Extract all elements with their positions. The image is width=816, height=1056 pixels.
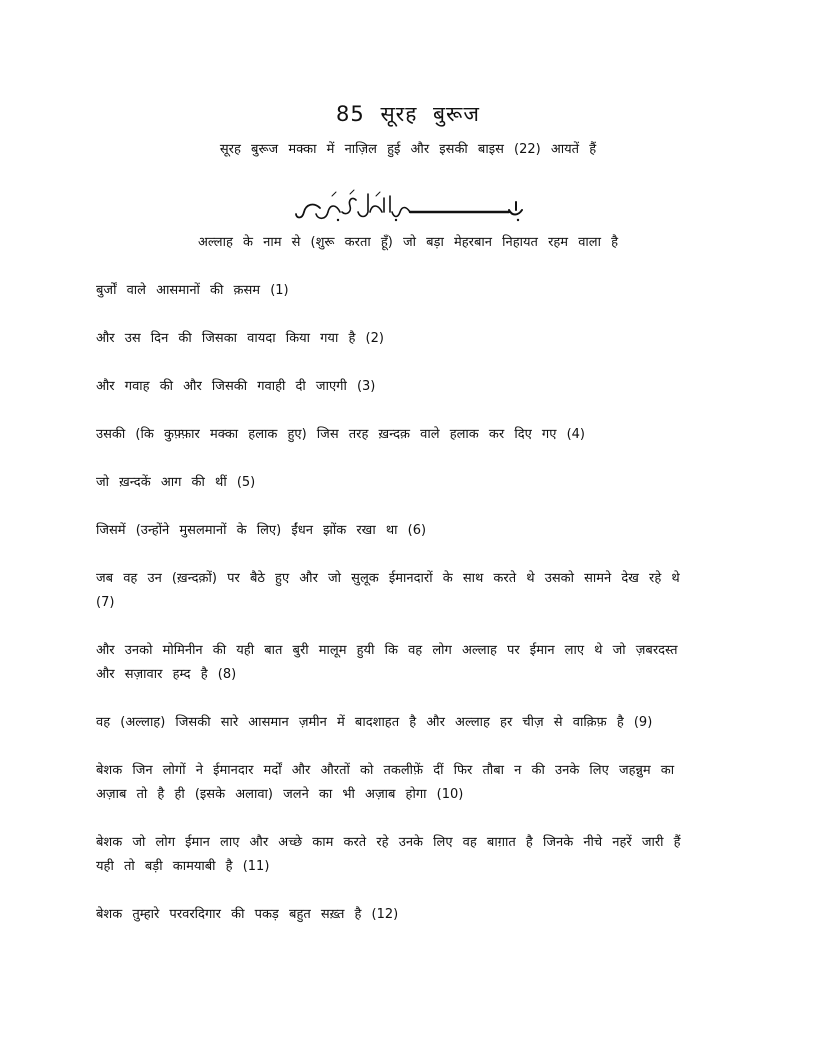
verse-10: बेशक जिन लोगों ने ईमानदार मर्दों और औरतों को तकलीफ़ें दीं फिर तौबा न की उनके लिए जहन्नुम का अज़ाब तो है ही (इसके अलावा) जलने का भी अज़ाब होगा (10) (96, 763, 675, 802)
verse-3: और गवाह की और जिसकी गवाही दी जाएगी (3) (96, 379, 376, 394)
verse-list (96, 279, 704, 951)
surah-subtitle: सूरह बुरूज मक्का में नाज़िल हुई और इसकी बाइस (22) आयतें हैं (219, 142, 597, 157)
verse-11: बेशक जो लोग ईमान लाए और अच्छे काम करते रहे उनके लिए वह बाग़ात है जिनके नीचे नहरें जारी हैं यही तो बड़ी कामयाबी है (11) (96, 835, 681, 874)
invocation-line: अल्लाह के नाम से (शुरू करता हूँ) जो बड़ा मेहरबान निहायत रहम वाला है (197, 235, 619, 250)
verse-6: जिसमें (उन्होंने मुसलमानों के लिए) ईंधन झोंक रखा था (6) (96, 523, 427, 538)
verse-2: और उस दिन की जिसका वायदा किया गया है (2) (96, 331, 384, 346)
verse-1: बुर्जों वाले आसमानों की क़सम (1) (96, 283, 289, 298)
verse-12: बेशक तुम्हारे परवरदिगार की पकड़ बहुत सख़्त है (12) (96, 907, 399, 922)
verse-5: जो ख़न्दकें आग की थीं (5) (96, 475, 256, 490)
verse-7: जब वह उन (ख़न्दक़ों) पर बैठे हुए और जो सुलूक ईमानदारों के साथ करते थे उसको सामने देख रहे थे (7) (96, 571, 680, 610)
verse-4: उसकी (कि कुफ़्फ़ार मक्का हलाक हुए) जिस तरह ख़न्दक़ वाले हलाक कर दिए गए (4) (96, 427, 585, 442)
verse-8: और उनको मोमिनीन की यही बात बुरी मालूम हुयी कि वह लोग अल्लाह पर ईमान लाए थे जो ज़बरदस्त और सज़ावार हम्द है (8) (96, 643, 678, 682)
bismillah-calligraphy-icon (290, 188, 530, 228)
surah-title: 85 सूरह बुरूज (336, 102, 480, 126)
verse-9: वह (अल्लाह) जिसकी सारे आसमान ज़मीन में बादशाहत है और अल्लाह हर चीज़ से वाक़िफ़ है (9) (96, 715, 653, 730)
